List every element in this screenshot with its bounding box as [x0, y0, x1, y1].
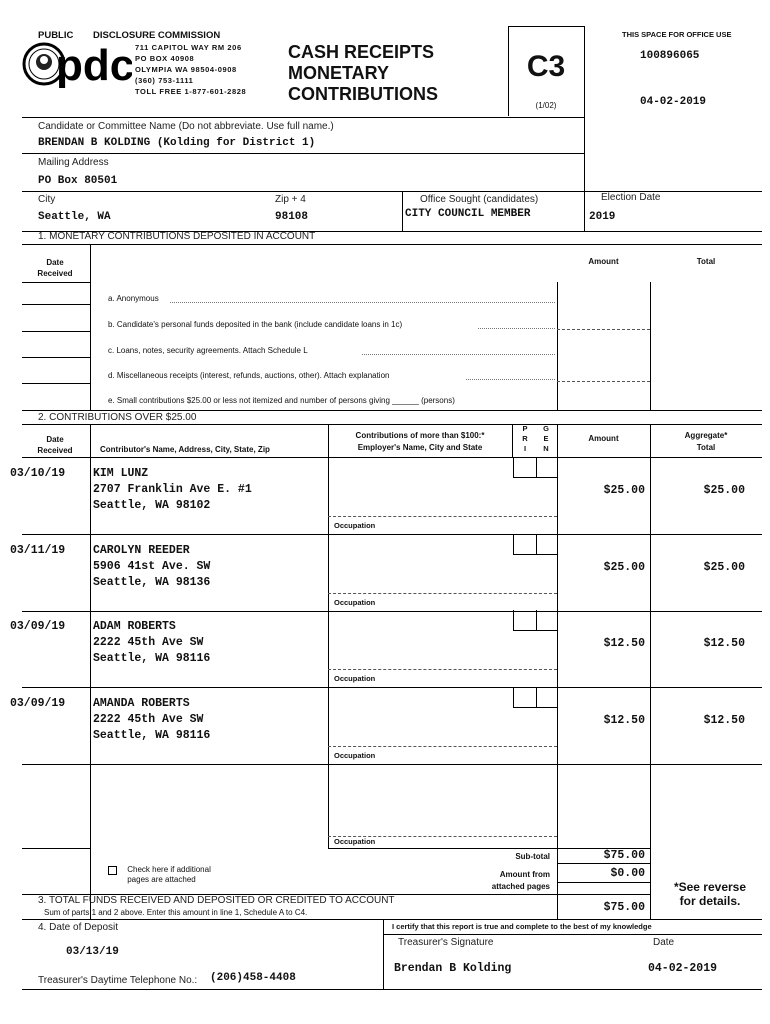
section1-total-header: Total [696, 257, 716, 266]
section2-date-header [22, 434, 88, 456]
subtotal-value[interactable]: $75.00 [603, 849, 645, 862]
header-line: Employer's Name, City and State [357, 443, 483, 452]
address-line: OLYMPIA WA 98504-0908 [135, 65, 237, 74]
header-line: Date [46, 258, 64, 267]
prim-header: P R I [522, 424, 528, 453]
form-version: (1/02) [535, 101, 557, 110]
note-line: *See reverse [673, 880, 747, 894]
occupation-label: Occupation [334, 521, 376, 530]
office-sought-label: Office Sought (candidates) [420, 194, 539, 205]
entry-amount[interactable]: $25.00 [603, 484, 645, 497]
header-line: Contributions of more than $100:* [355, 431, 485, 440]
address-line: 711 CAPITOL WAY RM 206 [135, 43, 242, 52]
entry-aggregate[interactable]: $12.50 [703, 714, 745, 727]
header-line: Date [46, 435, 64, 444]
entry-contributor-line[interactable]: KIM LUNZ [93, 467, 149, 480]
section1-date-header [22, 257, 88, 279]
certify-statement: I certify that this report is true and complete to the best of my knowledge [392, 922, 652, 931]
aggregate-header [650, 430, 762, 454]
additional-pages-checkbox[interactable] [108, 866, 117, 875]
general-checkbox[interactable] [535, 457, 558, 478]
title-line: CASH RECEIPTS [288, 42, 435, 62]
candidate-name-label: Candidate or Committee Name (Do not abbreviate. Use full name.) [38, 121, 334, 132]
section1-amount-header: Amount [588, 257, 619, 266]
employer-header [328, 430, 512, 454]
entry-contributor-line[interactable]: Seattle, WA 98116 [93, 729, 211, 742]
note-line: for details. [679, 894, 741, 908]
section1-row-b: b. Candidate's personal funds deposited in the bank (include candidate loans in 1c) [108, 320, 403, 329]
address-line: (360) 753-1111 [135, 76, 194, 85]
checkbox-label-line: pages are attached [127, 875, 196, 884]
mailing-address-value[interactable]: PO Box 80501 [38, 175, 118, 187]
title-line: MONETARY [288, 63, 389, 83]
deposit-date-value[interactable]: 03/13/19 [66, 946, 119, 958]
entry-date[interactable]: 03/10/19 [10, 467, 66, 480]
candidate-name-value[interactable]: BRENDAN B KOLDING (Kolding for District 1) [38, 137, 316, 149]
entry-contributor-line[interactable]: Seattle, WA 98102 [93, 499, 211, 512]
office-sought-value[interactable]: CITY COUNCIL MEMBER [405, 208, 531, 220]
entry-contributor-line[interactable]: 2222 45th Ave SW [93, 713, 204, 726]
agency-public-label: PUBLIC [38, 30, 74, 41]
checkbox-label-line: Check here if additional [127, 865, 211, 874]
section2-amount-header: Amount [588, 434, 619, 443]
primary-checkbox[interactable] [513, 457, 537, 478]
signature-date-value[interactable]: 04-02-2019 [648, 962, 718, 975]
entry-aggregate[interactable]: $25.00 [703, 484, 745, 497]
election-date-label: Election Date [601, 192, 661, 203]
pdc-seal-icon [22, 40, 132, 88]
subtotal-label: Sub-total [515, 852, 550, 861]
header-line: Received [37, 446, 73, 455]
entry-amount[interactable]: $25.00 [603, 561, 645, 574]
general-checkbox[interactable] [535, 687, 558, 708]
entry-date[interactable]: 03/09/19 [10, 620, 66, 633]
section1-row-a: a. Anonymous [108, 294, 159, 303]
gen-header: G E N [543, 424, 549, 453]
occupation-label: Occupation [334, 837, 376, 846]
city-value[interactable]: Seattle, WA [38, 211, 111, 223]
deposit-date-label: 4. Date of Deposit [38, 922, 119, 933]
occupation-label: Occupation [334, 751, 376, 760]
header-line: Aggregate* [684, 431, 728, 440]
agency-address [135, 42, 246, 97]
logo-text: pdc [56, 41, 132, 88]
occupation-label: Occupation [334, 674, 376, 683]
entry-contributor-line[interactable]: ADAM ROBERTS [93, 620, 176, 633]
signature-date-label: Date [653, 937, 675, 948]
address-line: PO BOX 40908 [135, 54, 195, 63]
entry-date[interactable]: 03/11/19 [10, 544, 66, 557]
treasurer-signature-value[interactable]: Brendan B Kolding [394, 962, 512, 975]
see-reverse-note [660, 880, 760, 908]
entry-date[interactable]: 03/09/19 [10, 697, 66, 710]
attached-pages-value[interactable]: $0.00 [610, 867, 645, 880]
header-line: Total [696, 443, 716, 452]
entry-amount[interactable]: $12.50 [603, 714, 645, 727]
label-line: attached pages [491, 882, 550, 891]
form-title [288, 42, 438, 105]
section1-row-c: c. Loans, notes, security agreements. Attach Schedule L [108, 346, 308, 355]
occupation-label: Occupation [334, 598, 376, 607]
address-line: TOLL FREE 1-877-601-2828 [135, 87, 247, 96]
attached-pages-label [400, 869, 550, 893]
additional-pages-check[interactable] [108, 866, 211, 885]
phone-value[interactable]: (206)458-4408 [210, 972, 296, 984]
title-line: CONTRIBUTIONS [288, 84, 438, 104]
section3-title: 3. TOTAL FUNDS RECEIVED AND DEPOSITED OR CREDITED TO ACCOUNT [38, 895, 395, 906]
mailing-address-label: Mailing Address [38, 157, 109, 168]
office-id: 100896065 [640, 50, 700, 62]
label-line: Amount from [499, 870, 550, 879]
zip-label: Zip + 4 [275, 194, 306, 205]
entry-contributor-line[interactable]: CAROLYN REEDER [93, 544, 190, 557]
entry-contributor-line[interactable]: 5906 41st Ave. SW [93, 560, 211, 573]
entry-contributor-line[interactable]: Seattle, WA 98136 [93, 576, 211, 589]
general-checkbox[interactable] [535, 534, 558, 555]
contributor-header: Contributor's Name, Address, City, State, Zip [100, 445, 270, 454]
entry-contributor-line[interactable]: AMANDA ROBERTS [93, 697, 190, 710]
pdc-logo [22, 40, 132, 88]
form-code: C3 [526, 50, 566, 83]
primary-checkbox[interactable] [513, 610, 537, 631]
entry-aggregate[interactable]: $12.50 [703, 637, 745, 650]
entry-amount[interactable]: $12.50 [603, 637, 645, 650]
total-funds-value[interactable]: $75.00 [603, 901, 645, 914]
header-line: Received [37, 269, 73, 278]
office-use-label: THIS SPACE FOR OFFICE USE [622, 30, 732, 39]
section2-title: 2. CONTRIBUTIONS OVER $25.00 [38, 412, 197, 423]
section1-row-d: d. Miscellaneous receipts (interest, refunds, auctions, other). Attach explanation [108, 371, 390, 380]
entry-contributor-line[interactable]: 2707 Franklin Ave E. #1 [93, 483, 252, 496]
agency-disclosure-label: DISCLOSURE COMMISSION [93, 30, 221, 41]
entry-contributor-line[interactable]: Seattle, WA 98116 [93, 652, 211, 665]
general-checkbox[interactable] [535, 610, 558, 631]
section3-subtitle: Sum of parts 1 and 2 above. Enter this amount in line 1, Schedule A to C4. [44, 908, 308, 917]
entry-aggregate[interactable]: $25.00 [703, 561, 745, 574]
section1-title: 1. MONETARY CONTRIBUTIONS DEPOSITED IN ACCOUNT [38, 231, 316, 242]
treasurer-signature-label: Treasurer's Signature [398, 937, 494, 948]
zip-value[interactable]: 98108 [275, 211, 309, 223]
section1-row-e: e. Small contributions $25.00 or less not itemized and number of persons giving ______ (persons) [108, 396, 455, 405]
office-date: 04-02-2019 [640, 96, 707, 108]
primary-checkbox[interactable] [513, 534, 537, 555]
city-label: City [38, 194, 56, 205]
phone-label: Treasurer's Daytime Telephone No.: [38, 975, 198, 986]
entry-contributor-line[interactable]: 2222 45th Ave SW [93, 636, 204, 649]
election-date-value[interactable]: 2019 [589, 211, 616, 223]
primary-checkbox[interactable] [513, 687, 537, 708]
